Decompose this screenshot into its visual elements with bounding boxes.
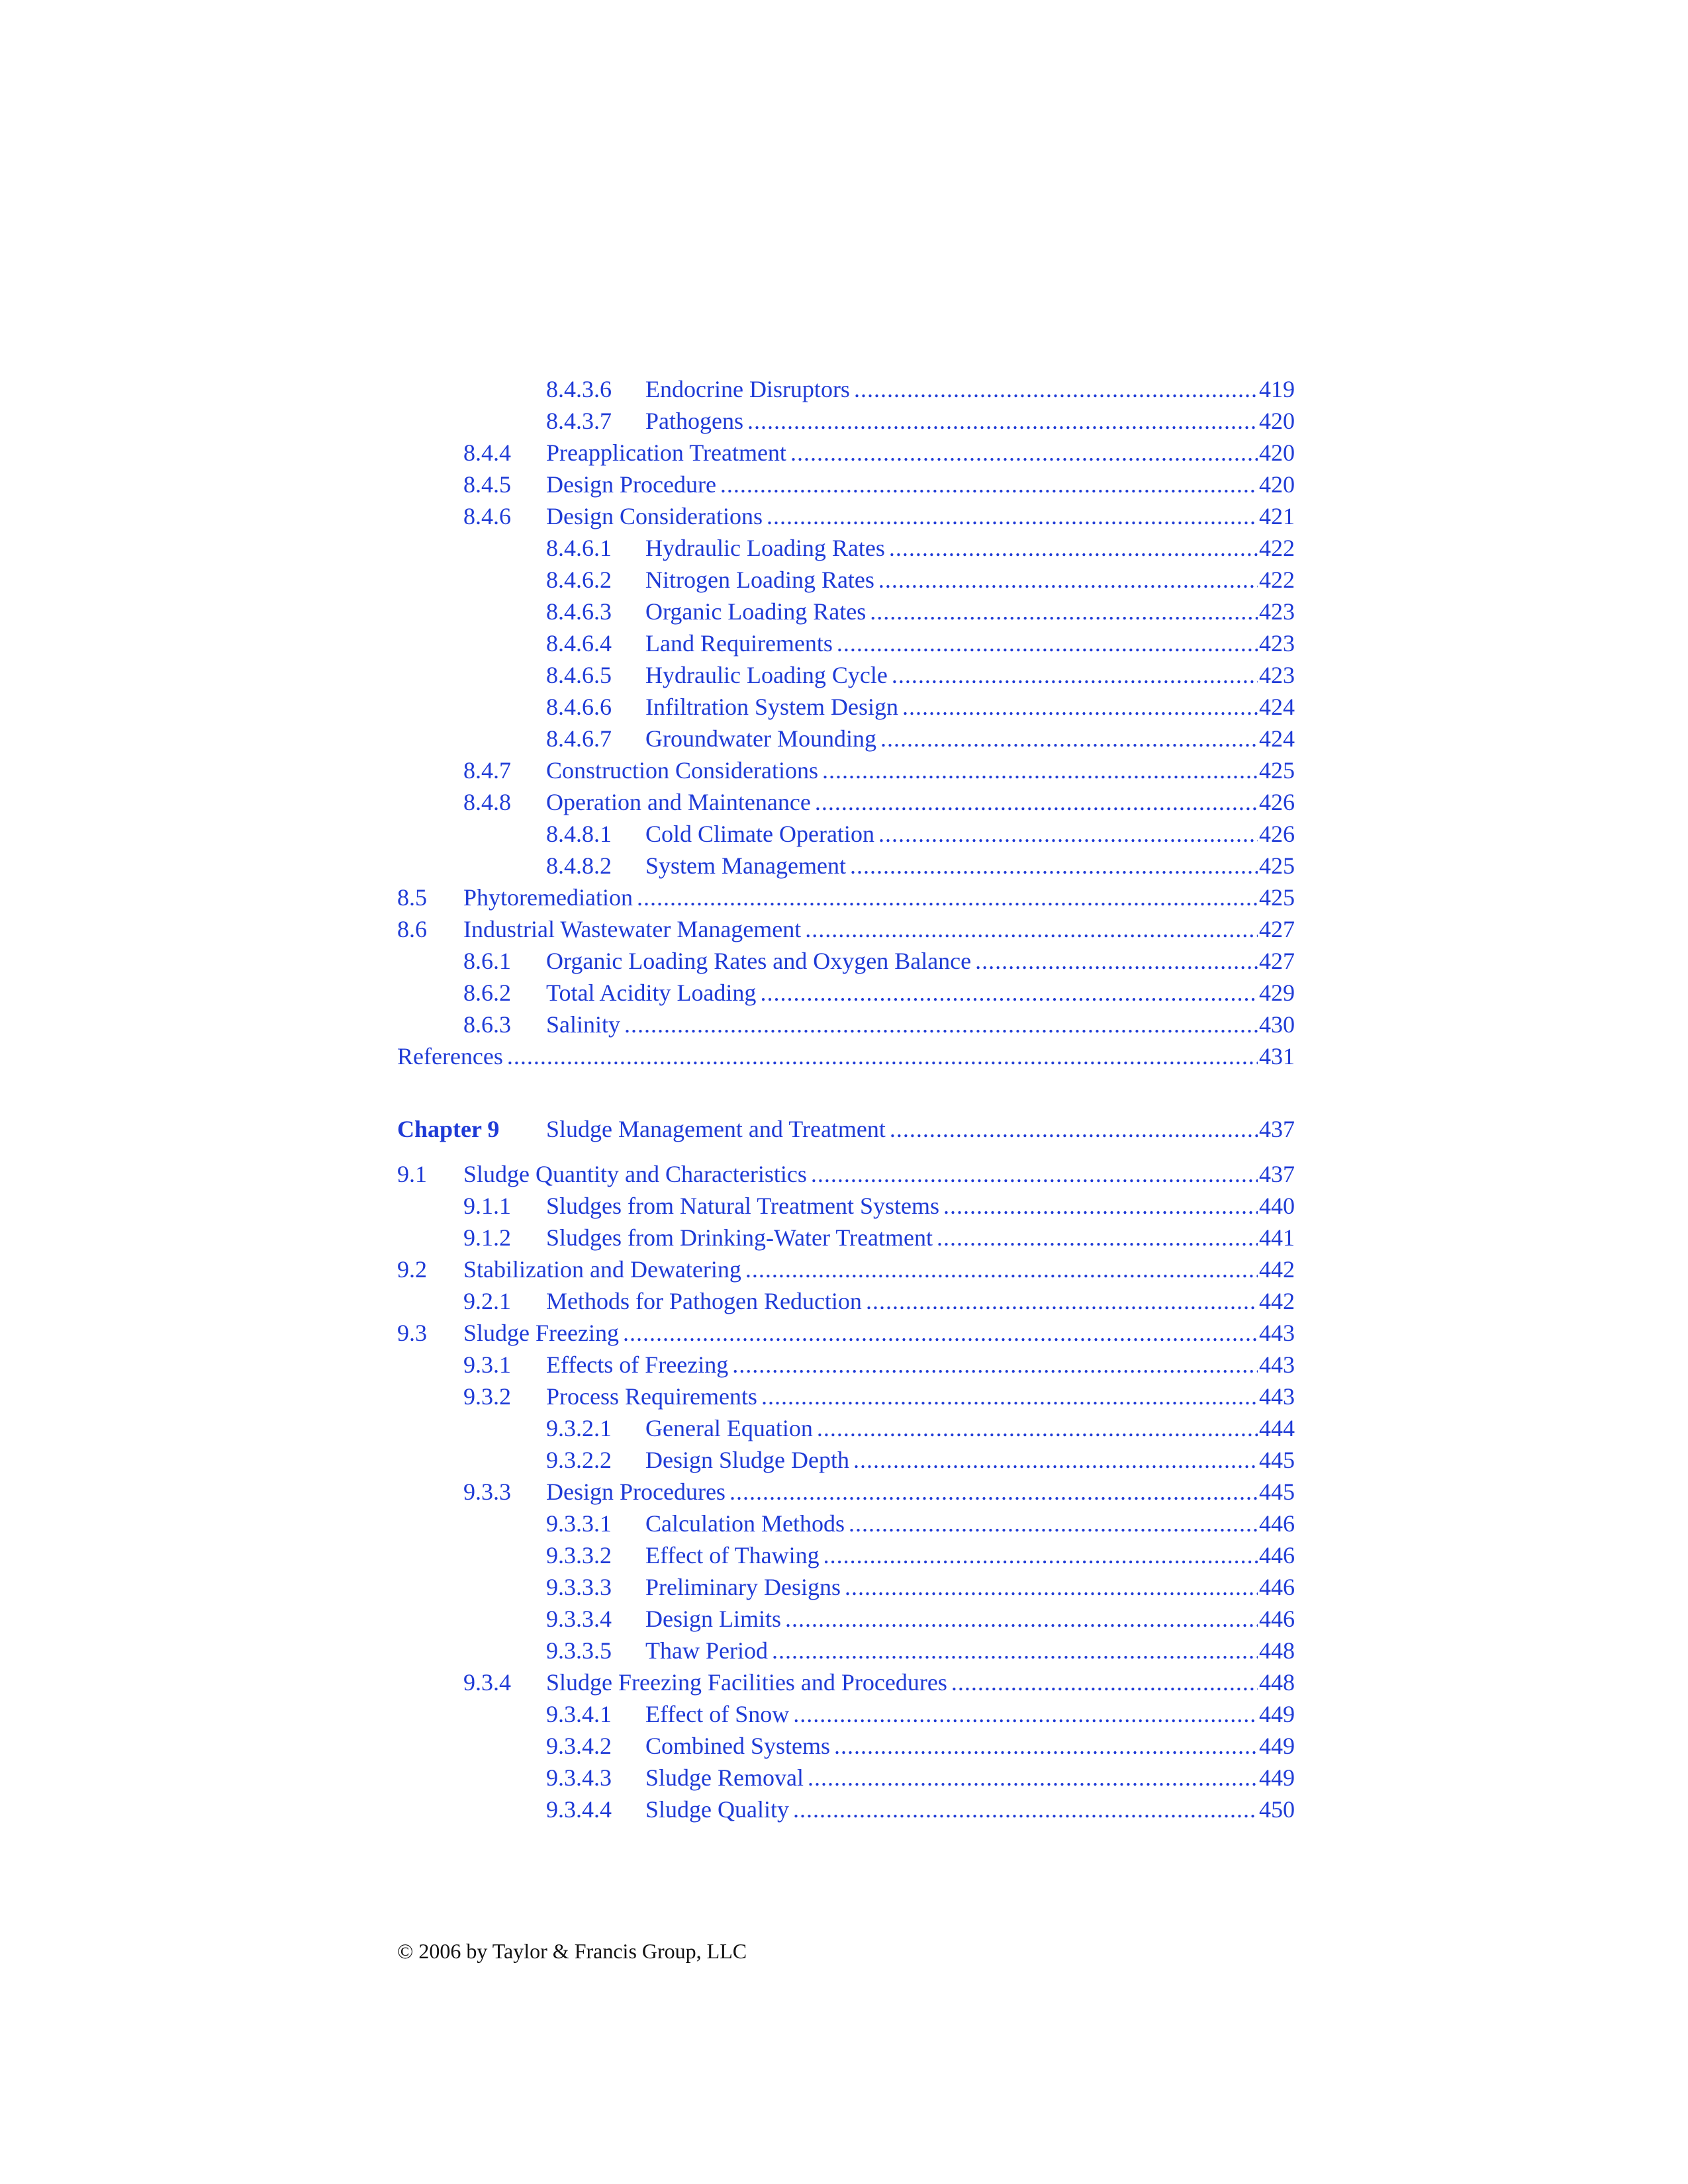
toc-entry-title[interactable]: Effect of Thawing: [645, 1539, 823, 1571]
toc-entry-leader-line: [546, 1349, 1295, 1381]
toc-entry-page-number[interactable]: 446: [1259, 1574, 1295, 1600]
toc-entry-title[interactable]: Stabilization and Dewatering: [463, 1253, 745, 1285]
toc-entry-leader-line: [645, 723, 1295, 754]
toc-entry-leader-line: [546, 469, 1295, 500]
toc-entry-title[interactable]: Effects of Freezing: [546, 1349, 732, 1381]
toc-entry-number: 9.3.2.1: [546, 1415, 612, 1441]
toc-entry-title[interactable]: System Management: [645, 850, 850, 882]
toc-entry[interactable]: [397, 437, 1295, 469]
toc-entry-number: 8.4.6.3: [546, 598, 612, 625]
toc-entry-number: 8.4.3.6: [546, 376, 612, 402]
toc-entry-leader-line: [546, 500, 1295, 532]
toc-entry-title[interactable]: Groundwater Mounding: [645, 723, 880, 754]
toc-entry-leader-line: [546, 437, 1295, 469]
toc-entry-leader-line: [645, 850, 1295, 882]
toc-entry-title[interactable]: Preapplication Treatment: [546, 437, 790, 469]
toc-entry-number: 8.4.7: [463, 757, 511, 784]
toc-entry-page-number[interactable]: 449: [1259, 1701, 1295, 1727]
toc-entry[interactable]: [397, 564, 1295, 596]
toc-entry-title[interactable]: Design Procedures: [546, 1476, 729, 1508]
toc-entry-title[interactable]: Sludge Freezing Facilities and Procedures: [546, 1666, 951, 1698]
toc-entry-title[interactable]: Hydraulic Loading Cycle: [645, 659, 892, 691]
dot-leader: [817, 1412, 1258, 1444]
toc-entry[interactable]: [397, 1040, 1295, 1072]
toc-entry-leader-line: [546, 1222, 1295, 1253]
toc-entry-title[interactable]: Sludge Quality: [645, 1794, 793, 1825]
toc-entry-title[interactable]: Sludge Management and Treatment: [546, 1113, 890, 1145]
toc-entry-leader-line: [546, 786, 1295, 818]
toc-entry-number: 9.3.4: [463, 1669, 511, 1696]
toc-entry[interactable]: [397, 373, 1295, 405]
toc-entry-leader-line: [645, 596, 1295, 627]
toc-entry-leader-line: [546, 754, 1295, 786]
toc-entry-leader-line: [645, 564, 1295, 596]
toc-entry[interactable]: [397, 1349, 1295, 1381]
dot-leader: [808, 1762, 1258, 1794]
toc-entry[interactable]: [397, 1222, 1295, 1253]
toc-entry-title[interactable]: Design Sludge Depth: [645, 1444, 853, 1476]
toc-entry-title[interactable]: Organic Loading Rates and Oxygen Balance: [546, 945, 975, 977]
toc-entry-number: 8.4.6.7: [546, 725, 612, 752]
toc-entry-number: 8.4.4: [463, 439, 511, 466]
toc-entry-page-number[interactable]: 427: [1259, 916, 1295, 942]
dot-leader: [793, 1794, 1258, 1825]
toc-entry-title[interactable]: Process Requirements: [546, 1381, 761, 1412]
toc-entry-leader-line: [645, 1508, 1295, 1539]
toc-entry-number: 8.4.6.1: [546, 535, 612, 561]
toc-entry-page-number[interactable]: 420: [1259, 471, 1295, 498]
toc-entry-number: 8.4.8.1: [546, 821, 612, 847]
toc-entry-leader-line: [546, 1190, 1295, 1222]
toc-entry-page-number[interactable]: 429: [1259, 979, 1295, 1006]
toc-entry-number: 8.5: [397, 884, 427, 911]
toc-entry-leader-line: [645, 532, 1295, 564]
dot-leader: [623, 1317, 1258, 1349]
toc-entry-page-number[interactable]: 427: [1259, 948, 1295, 974]
toc-entry-leader-line: [546, 1009, 1295, 1040]
dot-leader: [745, 1253, 1258, 1285]
toc-entry-leader-line: [645, 1412, 1295, 1444]
toc-entry-leader-line: [546, 977, 1295, 1009]
copyright-footer: © 2006 by Taylor & Francis Group, LLC: [397, 1939, 747, 1963]
toc-entry[interactable]: [397, 818, 1295, 850]
toc-entry-number: 9.2: [397, 1256, 427, 1283]
toc-entry-title[interactable]: Preliminary Designs: [645, 1571, 845, 1603]
toc-entry-title[interactable]: Phytoremediation: [463, 882, 637, 913]
toc-entry-leader-line: [546, 1285, 1295, 1317]
dot-leader: [834, 1730, 1258, 1762]
dot-leader: [720, 469, 1258, 500]
toc-entry-leader-line: [546, 1113, 1295, 1145]
toc-entry-title[interactable]: Endocrine Disruptors: [645, 373, 854, 405]
toc-entry-leader-line: [546, 1381, 1295, 1412]
toc-entry[interactable]: [397, 1571, 1295, 1603]
dot-leader: [878, 564, 1258, 596]
toc-entry[interactable]: [397, 977, 1295, 1009]
toc-entry-title[interactable]: Pathogens: [645, 405, 747, 437]
toc-entry-number: 9.3: [397, 1320, 427, 1346]
toc-entry-page-number[interactable]: 422: [1259, 567, 1295, 593]
toc-entry-number: 9.3.3: [463, 1479, 511, 1505]
dot-leader: [951, 1666, 1258, 1698]
toc-entry-page-number[interactable]: 422: [1259, 535, 1295, 561]
toc-entry-page-number[interactable]: 437: [1259, 1116, 1295, 1142]
toc-entry[interactable]: [397, 754, 1295, 786]
toc-entry[interactable]: [397, 850, 1295, 882]
dot-leader: [892, 659, 1258, 691]
toc-entry-title[interactable]: Hydraulic Loading Rates: [645, 532, 889, 564]
toc-entry-leader-line: [645, 1698, 1295, 1730]
toc-entry-number: 9.2.1: [463, 1288, 511, 1314]
toc-entry-page-number[interactable]: 431: [1259, 1043, 1295, 1069]
toc-entry[interactable]: [397, 882, 1295, 913]
dot-leader: [902, 691, 1258, 723]
dot-leader: [854, 373, 1258, 405]
dot-leader: [849, 1508, 1258, 1539]
toc-entry-number: 9.3.4.1: [546, 1701, 612, 1727]
toc-entry-number: 8.4.5: [463, 471, 511, 498]
toc-entry-number: 9.3.2.2: [546, 1447, 612, 1473]
toc-entry-leader-line: [645, 1730, 1295, 1762]
toc-entry[interactable]: [397, 1635, 1295, 1666]
toc-entry-number: 9.3.3.4: [546, 1606, 612, 1632]
dot-leader: [747, 405, 1258, 437]
toc-entry-page-number[interactable]: 424: [1259, 725, 1295, 752]
toc-entry-number: 9.1.2: [463, 1224, 511, 1251]
toc-entry-number: 9.1.1: [463, 1193, 511, 1219]
toc-entry[interactable]: [397, 1698, 1295, 1730]
toc-entry-page-number[interactable]: 441: [1259, 1224, 1295, 1251]
dot-leader: [870, 596, 1258, 627]
toc-entry-page-number[interactable]: 442: [1259, 1256, 1295, 1283]
toc-entry-title[interactable]: Sludges from Natural Treatment Systems: [546, 1190, 943, 1222]
toc-entry-number: 8.4.6.4: [546, 630, 612, 657]
dot-leader: [790, 437, 1258, 469]
toc-entry[interactable]: [397, 1253, 1295, 1285]
toc-entry-title[interactable]: Combined Systems: [645, 1730, 834, 1762]
toc-entry-page-number[interactable]: 444: [1259, 1415, 1295, 1441]
dot-leader: [785, 1603, 1258, 1635]
toc-entry[interactable]: [397, 1730, 1295, 1762]
toc-entry-page-number[interactable]: 430: [1259, 1011, 1295, 1038]
toc-entry[interactable]: [397, 1603, 1295, 1635]
toc-entry[interactable]: [397, 1285, 1295, 1317]
toc-entry-title[interactable]: Sludge Quantity and Characteristics: [463, 1158, 811, 1190]
toc-entry[interactable]: [397, 469, 1295, 500]
toc-entry-number: 9.3.1: [463, 1351, 511, 1378]
toc-entry-leader-line: [546, 1476, 1295, 1508]
toc-entry-leader-line: [645, 627, 1295, 659]
toc-entry-number: 9.3.4.3: [546, 1764, 612, 1791]
toc-entry[interactable]: [397, 1381, 1295, 1412]
toc-entry-page-number[interactable]: 440: [1259, 1193, 1295, 1219]
dot-leader: [805, 913, 1258, 945]
toc-entry-page-number[interactable]: 446: [1259, 1542, 1295, 1569]
dot-leader: [889, 532, 1258, 564]
toc-entry-number: 9.3.3.1: [546, 1510, 612, 1537]
toc-entry-page-number[interactable]: 443: [1259, 1351, 1295, 1378]
toc-entry-title[interactable]: Total Acidity Loading: [546, 977, 760, 1009]
toc-entry[interactable]: [397, 1317, 1295, 1349]
dot-leader: [811, 1158, 1258, 1190]
toc-entry-leader-line: [645, 659, 1295, 691]
toc-entry-page-number[interactable]: 437: [1259, 1161, 1295, 1187]
toc-entry-number: 8.6.2: [463, 979, 511, 1006]
toc-entry-title[interactable]: Sludge Removal: [645, 1762, 808, 1794]
toc-entry[interactable]: [397, 1539, 1295, 1571]
dot-leader: [823, 1539, 1258, 1571]
toc-entry-title[interactable]: Methods for Pathogen Reduction: [546, 1285, 866, 1317]
dot-leader: [975, 945, 1258, 977]
toc-entry-leader-line: [645, 1603, 1295, 1635]
dot-leader: [845, 1571, 1258, 1603]
toc-entry-title[interactable]: Industrial Wastewater Management: [463, 913, 805, 945]
toc-entry-title[interactable]: Sludges from Drinking-Water Treatment: [546, 1222, 937, 1253]
toc-entry-leader-line: [645, 405, 1295, 437]
toc-entry-leader-line: [463, 882, 1295, 913]
toc-entry[interactable]: [397, 532, 1295, 564]
dot-leader: [822, 754, 1258, 786]
toc-entry-number: 9.3.4.2: [546, 1733, 612, 1759]
toc-entry-title[interactable]: References: [397, 1040, 507, 1072]
dot-leader: [760, 977, 1258, 1009]
toc-entry-page-number[interactable]: 426: [1259, 821, 1295, 847]
toc-entry-leader-line: [645, 691, 1295, 723]
toc-entry[interactable]: [397, 1412, 1295, 1444]
dot-leader: [866, 1285, 1258, 1317]
toc-entry-leader-line: [645, 1539, 1295, 1571]
toc-entry-page-number[interactable]: 423: [1259, 630, 1295, 657]
toc-entry-number: 8.4.3.7: [546, 408, 612, 434]
toc-entry-page-number[interactable]: 443: [1259, 1320, 1295, 1346]
toc-entry-number: Chapter 9: [397, 1116, 500, 1142]
toc-entry-page-number[interactable]: 421: [1259, 503, 1295, 529]
toc-entry[interactable]: [397, 405, 1295, 437]
toc-entry-page-number[interactable]: 445: [1259, 1447, 1295, 1473]
table-of-contents: [397, 373, 1295, 1825]
toc-entry-number: 9.1: [397, 1161, 427, 1187]
toc-entry-title[interactable]: Design Procedure: [546, 469, 720, 500]
toc-entry-title[interactable]: Organic Loading Rates: [645, 596, 870, 627]
toc-entry-leader-line: [463, 1317, 1295, 1349]
dot-leader: [624, 1009, 1258, 1040]
toc-entry[interactable]: [397, 1009, 1295, 1040]
dot-leader: [793, 1698, 1258, 1730]
toc-entry-page-number[interactable]: 446: [1259, 1606, 1295, 1632]
toc-entry-number: 8.6.1: [463, 948, 511, 974]
toc-entry-page-number[interactable]: 419: [1259, 376, 1295, 402]
toc-entry-number: 9.3.2: [463, 1383, 511, 1410]
toc-entry-title[interactable]: Effect of Snow: [645, 1698, 793, 1730]
toc-entry-number: 9.3.3.3: [546, 1574, 612, 1600]
toc-entry[interactable]: [397, 1666, 1295, 1698]
toc-entry-leader-line: [397, 1040, 1295, 1072]
dot-leader: [507, 1040, 1258, 1072]
toc-entry-number: 9.3.3.2: [546, 1542, 612, 1569]
toc-entry-page-number[interactable]: 425: [1259, 884, 1295, 911]
toc-entry-number: 8.4.8.2: [546, 852, 612, 879]
toc-entry-leader-line: [645, 1635, 1295, 1666]
toc-entry-number: 8.6: [397, 916, 427, 942]
toc-entry[interactable]: [397, 723, 1295, 754]
toc-entry-page-number[interactable]: 423: [1259, 598, 1295, 625]
toc-entry-leader-line: [645, 1444, 1295, 1476]
toc-entry-title[interactable]: Construction Considerations: [546, 754, 822, 786]
toc-entry-page-number[interactable]: 426: [1259, 789, 1295, 815]
toc-entry-title[interactable]: Design Limits: [645, 1603, 785, 1635]
toc-entry[interactable]: [397, 1158, 1295, 1190]
toc-entry-page-number[interactable]: 420: [1259, 439, 1295, 466]
toc-entry[interactable]: [397, 1444, 1295, 1476]
toc-entry[interactable]: [397, 1476, 1295, 1508]
dot-leader: [729, 1476, 1258, 1508]
toc-entry-leader-line: [463, 1158, 1295, 1190]
dot-leader: [815, 786, 1258, 818]
toc-entry-leader-line: [546, 1666, 1295, 1698]
dot-leader: [850, 850, 1258, 882]
toc-entry-title[interactable]: Thaw Period: [645, 1635, 772, 1666]
toc-entry-page-number[interactable]: 449: [1259, 1733, 1295, 1759]
dot-leader: [853, 1444, 1258, 1476]
toc-entry-title[interactable]: Calculation Methods: [645, 1508, 849, 1539]
toc-entry-number: 8.4.6: [463, 503, 511, 529]
toc-entry[interactable]: [397, 786, 1295, 818]
toc-entry[interactable]: [397, 1762, 1295, 1794]
toc-entry[interactable]: [397, 500, 1295, 532]
toc-entry-page-number[interactable]: 442: [1259, 1288, 1295, 1314]
toc-entry[interactable]: [397, 659, 1295, 691]
toc-entry-page-number[interactable]: 420: [1259, 408, 1295, 434]
toc-entry[interactable]: [397, 596, 1295, 627]
dot-leader: [772, 1635, 1258, 1666]
toc-entry-number: 8.4.6.2: [546, 567, 612, 593]
toc-entry-leader-line: [645, 373, 1295, 405]
toc-entry-page-number[interactable]: 424: [1259, 694, 1295, 720]
toc-entry-number: 9.3.4.4: [546, 1796, 612, 1823]
toc-entry-title[interactable]: Salinity: [546, 1009, 624, 1040]
toc-entry-leader-line: [463, 1253, 1295, 1285]
toc-entry-page-number[interactable]: 443: [1259, 1383, 1295, 1410]
toc-entry[interactable]: [397, 1190, 1295, 1222]
dot-leader: [767, 500, 1258, 532]
toc-entry-number: 9.3.3.5: [546, 1637, 612, 1664]
dot-leader: [837, 627, 1258, 659]
toc-entry-title[interactable]: Infiltration System Design: [645, 691, 902, 723]
toc-entry-title[interactable]: Nitrogen Loading Rates: [645, 564, 878, 596]
toc-entry-page-number[interactable]: 425: [1259, 852, 1295, 879]
toc-entry-leader-line: [645, 818, 1295, 850]
toc-entry-title[interactable]: Design Considerations: [546, 500, 767, 532]
toc-entry-title[interactable]: Cold Climate Operation: [645, 818, 878, 850]
toc-entry-leader-line: [645, 1794, 1295, 1825]
dot-leader: [943, 1190, 1258, 1222]
toc-entry-number: 8.4.6.5: [546, 662, 612, 688]
toc-entry-title[interactable]: Sludge Freezing: [463, 1317, 623, 1349]
toc-entry-leader-line: [645, 1762, 1295, 1794]
dot-leader: [878, 818, 1258, 850]
toc-entry-title[interactable]: Operation and Maintenance: [546, 786, 815, 818]
toc-entry-page-number[interactable]: 423: [1259, 662, 1295, 688]
toc-entry[interactable]: [397, 913, 1295, 945]
toc-chapter-heading[interactable]: [397, 1113, 1295, 1145]
toc-entry[interactable]: [397, 945, 1295, 977]
toc-entry-page-number[interactable]: 425: [1259, 757, 1295, 784]
toc-entry-page-number[interactable]: 448: [1259, 1669, 1295, 1696]
toc-entry-page-number[interactable]: 450: [1259, 1796, 1295, 1823]
toc-entry-page-number[interactable]: 446: [1259, 1510, 1295, 1537]
toc-entry-title[interactable]: General Equation: [645, 1412, 817, 1444]
toc-entry-leader-line: [645, 1571, 1295, 1603]
dot-leader: [637, 882, 1258, 913]
toc-entry-page-number[interactable]: 449: [1259, 1764, 1295, 1791]
toc-entry[interactable]: [397, 1794, 1295, 1825]
toc-entry-leader-line: [463, 913, 1295, 945]
dot-leader: [732, 1349, 1258, 1381]
toc-entry-leader-line: [546, 945, 1295, 977]
toc-entry-page-number[interactable]: 448: [1259, 1637, 1295, 1664]
toc-entry-title[interactable]: Land Requirements: [645, 627, 837, 659]
dot-leader: [880, 723, 1258, 754]
toc-entry-page-number[interactable]: 445: [1259, 1479, 1295, 1505]
toc-entry[interactable]: [397, 691, 1295, 723]
toc-entry-number: 8.6.3: [463, 1011, 511, 1038]
dot-leader: [937, 1222, 1258, 1253]
dot-leader: [890, 1113, 1258, 1145]
dot-leader: [761, 1381, 1258, 1412]
toc-entry-number: 8.4.8: [463, 789, 511, 815]
toc-entry-number: 8.4.6.6: [546, 694, 612, 720]
toc-entry[interactable]: [397, 1508, 1295, 1539]
toc-entry[interactable]: [397, 627, 1295, 659]
